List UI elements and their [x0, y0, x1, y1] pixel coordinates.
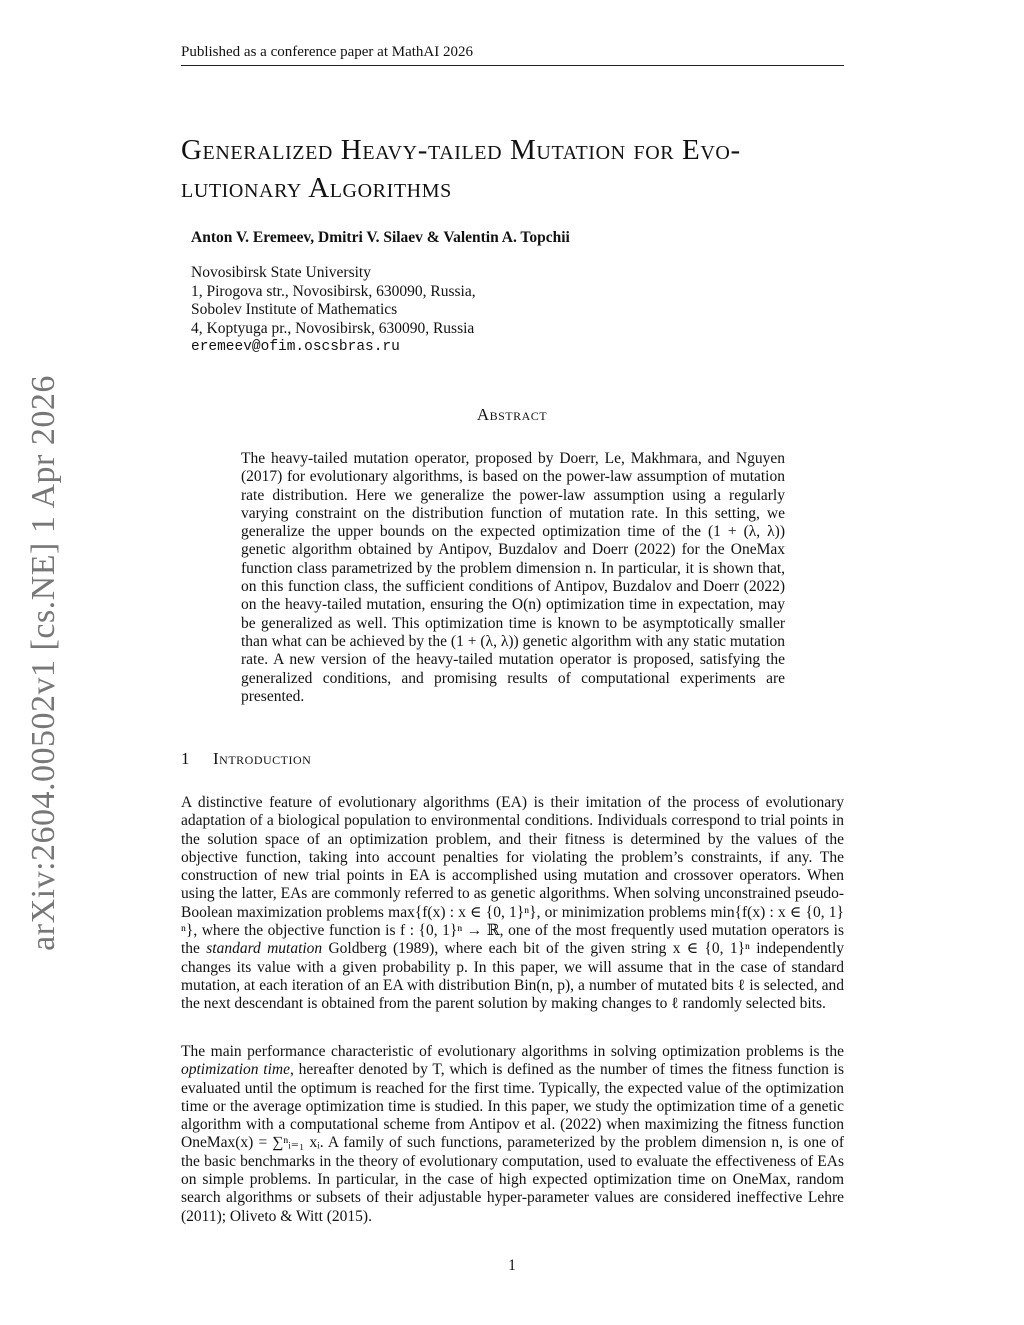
title-line-1: Generalized Heavy-tailed Mutation for Evo-	[181, 134, 741, 166]
affiliation-line: 4, Koptyuga pr., Novosibirsk, 630090, Russia	[191, 319, 475, 337]
section-title: Introduction	[213, 749, 312, 768]
author-email[interactable]: eremeev@ofim.oscsbras.ru	[191, 339, 400, 355]
affiliation-line: Sobolev Institute of Mathematics	[191, 301, 398, 318]
page-number: 1	[508, 1257, 516, 1274]
author-list: Anton V. Eremeev, Dmitri V. Silaev & Valentin A. Topchii	[191, 229, 570, 246]
emphasis-term: optimization time	[181, 1061, 290, 1079]
emphasis-term: standard mutation	[206, 940, 323, 958]
paper-title	[181, 131, 853, 207]
running-header: Published as a conference paper at MathAI 2026	[181, 44, 473, 60]
affiliation-line: 1, Pirogova str., Novosibirsk, 630090, Russia,	[191, 282, 476, 300]
title-line-2: lutionary Algorithms	[181, 172, 452, 204]
intro-paragraph-2	[181, 1043, 844, 1226]
intro-paragraph-1	[181, 794, 844, 1014]
header-rule	[181, 65, 844, 66]
paragraph-text: The main performance characteristic of evolutionary algorithms in solving optimization problems is the	[181, 1043, 844, 1060]
section-heading	[181, 749, 311, 769]
section-number: 1	[181, 749, 190, 768]
paragraph-text: A distinctive feature of evolutionary algorithms (EA) is their imitation of the process of evolutionary adaptation of a biological population to environmental conditions. Individuals correspond to trial points in the solution space of an optimization problem, and their fitness is determined by the values of the objective function, taking into account penalties for violating the problem’s constraints, if any. The construction of new trial points in EA is accomplished using mutation and crossover operators. When using the latter, EAs are commonly referred to as genetic algorithms. When solving unconstrained pseudo-Boolean maximization problems max{f(x) : x ∈ {0, 1}ⁿ}, or minimization problems min{f(x) : x ∈ {0, 1}ⁿ}, where the objective function is f : {0, 1}ⁿ → ℝ, one of the most frequently used mutation operators is the	[181, 794, 844, 958]
affiliation-block	[191, 264, 476, 357]
paragraph-text: , hereafter denoted by T, which is defined as the number of times the fitness function is evaluated until the optimum is reached for the first time. Typically, the expected value of the optimization time or the average optimization time is studied. In this paper, we study the optimization time of a genetic algorithm with a computational scheme from Antipov et al. (2022) when maximizing the fitness function OneMax(x) = ∑ⁿᵢ₌₁ xᵢ. A family of such functions, parameterized by the problem dimension n, is one of the basic benchmarks in the theory of evolutionary computation, used to evaluate the effectiveness of EAs on simple problems. In particular, in the case of high expected optimization time on OneMax, random search algorithms or subsets of their adjustable hyper-parameter values are considered ineffective Lehre (2011); Oliveto & Witt (2015).	[181, 1061, 844, 1225]
abstract-body: The heavy-tailed mutation operator, proposed by Doerr, Le, Makhmara, and Nguyen (2017) for evolutionary algorithms, is based on the power-law assumption of mutation rate distribution. Here we generalize the power-law assumption using a regularly varying constraint on the distribution function of mutation rate. In this setting, we generalize the upper bounds on the expected optimization time of the (1 + (λ, λ)) genetic algorithm obtained by Antipov, Buzdalov and Doerr (2022) for the OneMax function class parametrized by the problem dimension n. In particular, it is shown that, on this function class, the sufficient conditions of Antipov, Buzdalov and Doerr (2022) on the heavy-tailed mutation, ensuring the O(n) optimization time in expectation, may be generalized as well. This optimization time is known to be asymptotically smaller than what can be achieved by the (1 + (λ, λ)) genetic algorithm with any static mutation rate. A new version of the heavy-tailed mutation operator is proposed, satisfying the generalized conditions, and promising results of computational experiments are presented.	[241, 450, 785, 705]
abstract-heading: Abstract	[476, 405, 548, 424]
arxiv-identifier-text: arXiv:2604.00502v1 [cs.NE] 1 Apr 2026	[25, 375, 62, 951]
affiliation-line: Novosibirsk State University	[191, 264, 371, 281]
paragraph-text: Goldberg (1989), where each bit of the given string x ∈ {0, 1}ⁿ independently changes its value with a given probability p. In this paper, we will assume that in the case of standard mutation, at each iteration of an EA with distribution Bin(n, p), a number of mutated bits ℓ is selected, and the next descendant is obtained from the parent solution by making changes to ℓ randomly selected bits.	[181, 940, 844, 1013]
